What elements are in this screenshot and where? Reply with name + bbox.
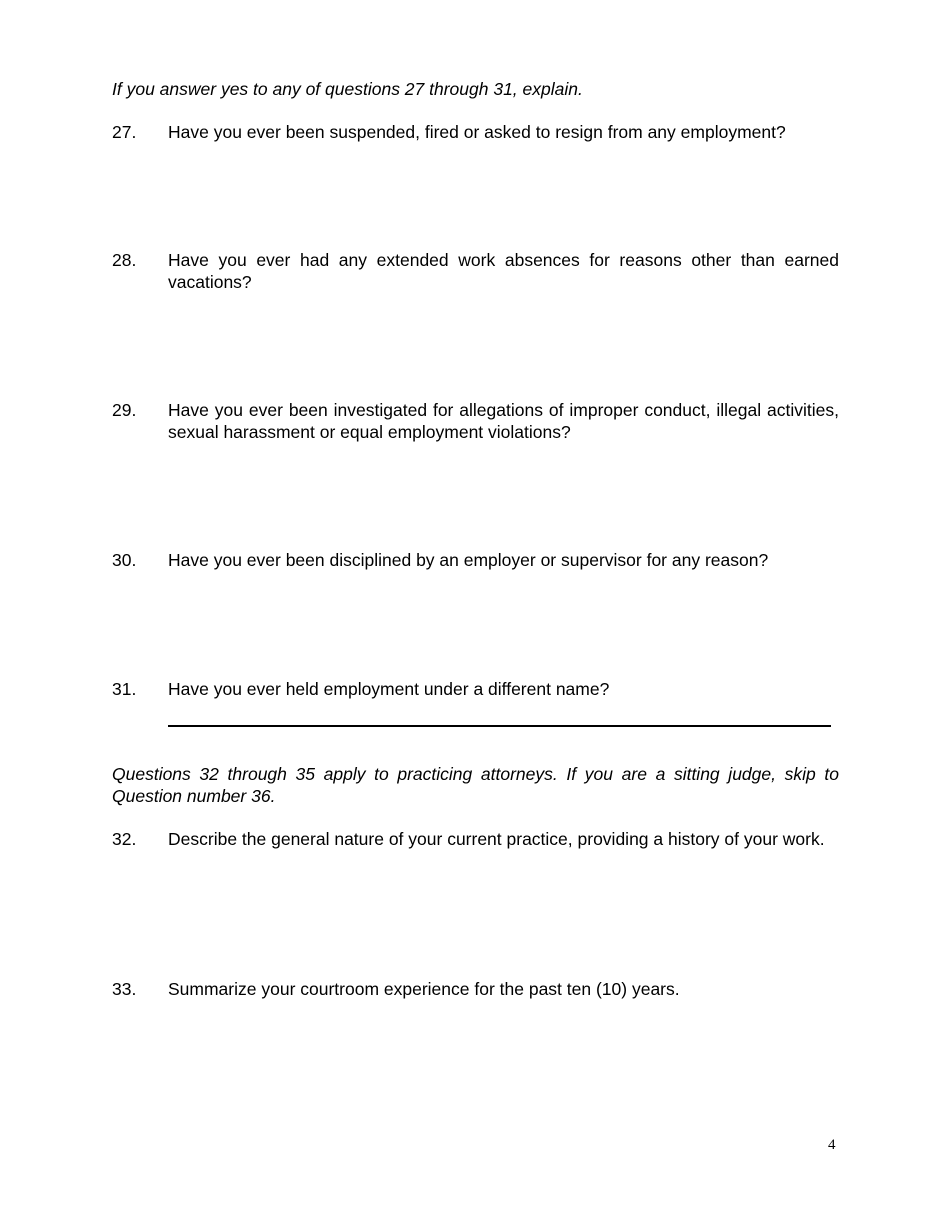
question-31 [112,678,839,700]
instruction-questions-32-35: Questions 32 through 35 apply to practicing attorneys. If you are a sitting judge, skip to Question number 36. [112,764,839,806]
question-number: 29. [112,400,137,420]
question-text: Have you ever been investigated for allegations of improper conduct, illegal activities, sexual harassment or equal employment violations? [168,400,839,442]
question-text: Have you ever had any extended work absences for reasons other than earned vacations? [168,250,839,292]
question-28 [112,249,839,293]
question-text: Have you ever been disciplined by an employer or supervisor for any reason? [168,550,769,570]
question-text: Describe the general nature of your current practice, providing a history of your work. [168,829,825,849]
question-number: 32. [112,829,137,849]
question-number: 30. [112,550,137,570]
question-33 [112,978,839,1000]
question-text: Have you ever been suspended, fired or asked to resign from any employment? [168,122,786,142]
page-number: 4 [828,1137,836,1153]
question-29 [112,399,839,443]
question-number: 27. [112,122,137,142]
question-number: 31. [112,679,137,699]
section-divider-line [168,725,831,727]
question-text: Summarize your courtroom experience for the past ten (10) years. [168,979,680,999]
question-number: 28. [112,250,137,270]
instruction-questions-27-31: If you answer yes to any of questions 27 through 31, explain. [112,79,583,99]
question-27 [112,121,839,143]
question-32 [112,828,839,850]
question-number: 33. [112,979,137,999]
question-30 [112,549,839,571]
question-text: Have you ever held employment under a different name? [168,679,610,699]
